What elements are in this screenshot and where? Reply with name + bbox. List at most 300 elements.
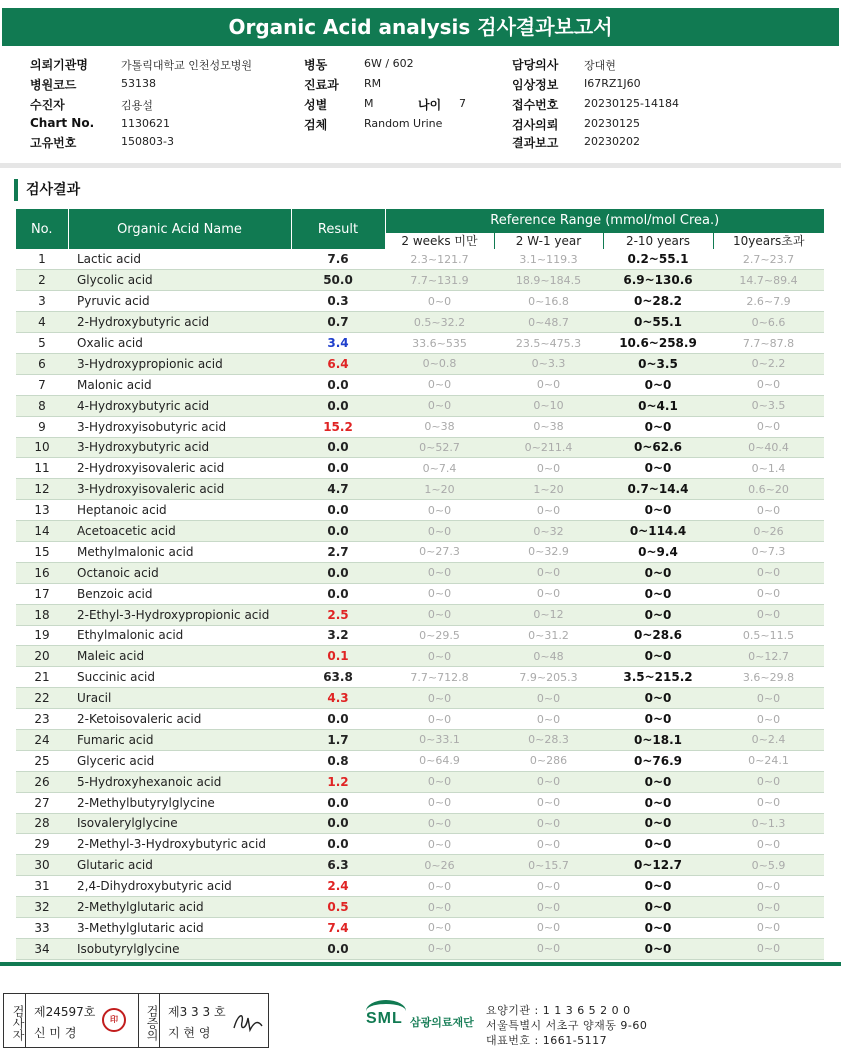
ref-2w-1year: 23.5~475.3 xyxy=(494,333,603,354)
table-row xyxy=(16,458,824,479)
acid-name: Glutaric acid xyxy=(68,855,291,876)
info-label: 임상정보 xyxy=(512,78,559,92)
result-value: 4.3 xyxy=(291,688,385,709)
table-row xyxy=(16,291,824,312)
ref-2-10years: 0~114.4 xyxy=(603,521,713,542)
patient-info xyxy=(0,54,841,154)
ref-2weeks: 0~0 xyxy=(385,395,494,416)
acid-name: Glyceric acid xyxy=(68,750,291,771)
result-value: 0.7 xyxy=(291,312,385,333)
row-number: 1 xyxy=(16,249,68,270)
ref-10years-plus: 0~40.4 xyxy=(713,437,824,458)
header-name: Organic Acid Name xyxy=(68,209,291,249)
lab-phone: 대표번호 : 1661-5117 xyxy=(486,1034,608,1047)
ref-10years-plus: 0.5~11.5 xyxy=(713,625,824,646)
sub-header xyxy=(494,231,603,249)
examiner-code: 제24597호 xyxy=(34,1005,96,1019)
logo-text: SML xyxy=(366,1010,403,1027)
ref-2-10years: 0~0 xyxy=(603,897,713,918)
table-row xyxy=(16,918,824,939)
row-number: 19 xyxy=(16,625,68,646)
header-no: No. xyxy=(16,209,68,249)
acid-name: Fumaric acid xyxy=(68,729,291,750)
ref-2w-1year: 0~0 xyxy=(494,500,603,521)
acid-name: 3-Hydroxypropionic acid xyxy=(68,353,291,374)
ref-2w-1year: 0~0 xyxy=(494,458,603,479)
ref-10years-plus: 7.7~87.8 xyxy=(713,333,824,354)
ref-10years-plus: 2.6~7.9 xyxy=(713,291,824,312)
result-value: 0.0 xyxy=(291,395,385,416)
examiner-name: 신 미 경 xyxy=(34,1026,77,1040)
ref-2weeks: 0~0 xyxy=(385,562,494,583)
acid-name: Octanoic acid xyxy=(68,562,291,583)
ref-10years-plus: 0~0 xyxy=(713,562,824,583)
row-number: 15 xyxy=(16,541,68,562)
info-label: Chart No. xyxy=(30,116,95,130)
acid-name: Methylmalonic acid xyxy=(68,541,291,562)
ref-2-10years: 0~28.6 xyxy=(603,625,713,646)
info-label: 고유번호 xyxy=(30,136,77,150)
ref-2w-1year: 3.1~119.3 xyxy=(494,249,603,270)
ref-2-10years: 0~9.4 xyxy=(603,541,713,562)
table-row xyxy=(16,625,824,646)
ref-2weeks: 0~0 xyxy=(385,876,494,897)
ref-2-10years: 0~0 xyxy=(603,876,713,897)
lab-name: 삼광의료재단 xyxy=(410,1016,474,1029)
ref-10years-plus: 0~0 xyxy=(713,834,824,855)
table-row xyxy=(16,813,824,834)
acid-name: 3-Hydroxyisovaleric acid xyxy=(68,479,291,500)
ref-10years-plus: 0~24.1 xyxy=(713,750,824,771)
table-row xyxy=(16,750,824,771)
ref-2-10years: 0~0 xyxy=(603,500,713,521)
ref-2-10years: 0~0 xyxy=(603,416,713,437)
sub-header-label: 10years초과 xyxy=(714,233,825,249)
ref-2weeks: 0~0 xyxy=(385,813,494,834)
info-label: 접수번호 xyxy=(512,98,559,112)
acid-name: 2-Ethyl-3-Hydroxypropionic acid xyxy=(68,604,291,625)
ref-10years-plus: 0~0 xyxy=(713,876,824,897)
table-row xyxy=(16,416,824,437)
row-number: 14 xyxy=(16,521,68,542)
ref-2-10years: 0.7~14.4 xyxy=(603,479,713,500)
acid-name: 3-Hydroxybutyric acid xyxy=(68,437,291,458)
info-value: 가톨릭대학교 인천성모병원 xyxy=(121,59,253,72)
sub-header-label: 2 weeks 미만 xyxy=(386,233,494,249)
ref-2weeks: 1~20 xyxy=(385,479,494,500)
sub-header xyxy=(713,231,824,249)
acid-name: Heptanoic acid xyxy=(68,500,291,521)
report-title: Organic Acid analysis 검사결과보고서 xyxy=(2,8,839,46)
ref-2w-1year: 0~48 xyxy=(494,646,603,667)
row-number: 12 xyxy=(16,479,68,500)
table-row xyxy=(16,395,824,416)
ref-2-10years: 0~18.1 xyxy=(603,729,713,750)
acid-name: 2-Methylbutyrylglycine xyxy=(68,792,291,813)
lab-address: 서울특별시 서초구 양재동 9-60 xyxy=(486,1019,648,1032)
table-row xyxy=(16,562,824,583)
result-value: 0.0 xyxy=(291,521,385,542)
ref-2-10years: 0~0 xyxy=(603,792,713,813)
sub-header xyxy=(603,231,713,249)
ref-2-10years: 0~0 xyxy=(603,688,713,709)
ref-2weeks: 0~29.5 xyxy=(385,625,494,646)
row-number: 9 xyxy=(16,416,68,437)
table-row xyxy=(16,541,824,562)
ref-2weeks: 0~0 xyxy=(385,709,494,730)
ref-2-10years: 6.9~130.6 xyxy=(603,270,713,291)
row-number: 7 xyxy=(16,374,68,395)
result-value: 0.0 xyxy=(291,834,385,855)
result-value: 6.4 xyxy=(291,353,385,374)
table-row xyxy=(16,792,824,813)
result-value: 2.4 xyxy=(291,876,385,897)
ref-10years-plus: 0~0 xyxy=(713,583,824,604)
ref-2-10years: 0.2~55.1 xyxy=(603,249,713,270)
acid-name: Uracil xyxy=(68,688,291,709)
ref-10years-plus: 0~12.7 xyxy=(713,646,824,667)
ref-2weeks: 0~0 xyxy=(385,792,494,813)
acid-name: Malonic acid xyxy=(68,374,291,395)
ref-10years-plus: 0.6~20 xyxy=(713,479,824,500)
ref-2weeks: 0~0 xyxy=(385,938,494,959)
ref-2-10years: 0~62.6 xyxy=(603,437,713,458)
ref-2w-1year: 18.9~184.5 xyxy=(494,270,603,291)
red-seal-icon: 印 xyxy=(102,1008,126,1032)
acid-name: 5-Hydroxyhexanoic acid xyxy=(68,771,291,792)
header-result: Result xyxy=(291,209,385,249)
ref-2-10years: 0~0 xyxy=(603,374,713,395)
ref-2-10years: 0~0 xyxy=(603,938,713,959)
ref-10years-plus: 0~0 xyxy=(713,938,824,959)
ref-10years-plus: 2.7~23.7 xyxy=(713,249,824,270)
acid-name: Succinic acid xyxy=(68,667,291,688)
row-number: 21 xyxy=(16,667,68,688)
ref-2w-1year: 0~0 xyxy=(494,374,603,395)
ref-2weeks: 0.5~32.2 xyxy=(385,312,494,333)
ref-10years-plus: 3.6~29.8 xyxy=(713,667,824,688)
acid-name: 2-Ketoisovaleric acid xyxy=(68,709,291,730)
row-number: 11 xyxy=(16,458,68,479)
row-number: 13 xyxy=(16,500,68,521)
lab-registration: 요양기관 : 1 1 3 6 5 2 0 0 xyxy=(486,1004,631,1017)
ref-2weeks: 0~0 xyxy=(385,834,494,855)
ref-2w-1year: 0~0 xyxy=(494,897,603,918)
row-number: 16 xyxy=(16,562,68,583)
ref-2weeks: 0~64.9 xyxy=(385,750,494,771)
table-row xyxy=(16,500,824,521)
result-table xyxy=(16,209,824,960)
acid-name: 2-Hydroxybutyric acid xyxy=(68,312,291,333)
row-number: 10 xyxy=(16,437,68,458)
info-value: 6W / 602 xyxy=(364,57,414,70)
ref-10years-plus: 0~7.3 xyxy=(713,541,824,562)
signature-icon xyxy=(230,1008,264,1036)
acid-name: Glycolic acid xyxy=(68,270,291,291)
row-number: 17 xyxy=(16,583,68,604)
ref-2-10years: 0~0 xyxy=(603,458,713,479)
info-value: 20230125-14184 xyxy=(584,97,679,110)
row-number: 2 xyxy=(16,270,68,291)
ref-2w-1year: 0~0 xyxy=(494,813,603,834)
row-number: 29 xyxy=(16,834,68,855)
ref-2-10years: 0~76.9 xyxy=(603,750,713,771)
result-value: 1.7 xyxy=(291,729,385,750)
ref-2w-1year: 0~31.2 xyxy=(494,625,603,646)
ref-2weeks: 0~52.7 xyxy=(385,437,494,458)
ref-2w-1year: 0~0 xyxy=(494,771,603,792)
info-value: Random Urine xyxy=(364,117,443,130)
ref-2-10years: 0~0 xyxy=(603,583,713,604)
info-value: 53138 xyxy=(121,77,156,90)
age-value: 7 xyxy=(459,97,466,110)
acid-name: 4-Hydroxybutyric acid xyxy=(68,395,291,416)
info-label: 진료과 xyxy=(304,78,339,92)
table-row xyxy=(16,312,824,333)
ref-2weeks: 0~0 xyxy=(385,500,494,521)
row-number: 34 xyxy=(16,938,68,959)
ref-2w-1year: 0~286 xyxy=(494,750,603,771)
ref-10years-plus: 0~1.3 xyxy=(713,813,824,834)
ref-2w-1year: 0~0 xyxy=(494,562,603,583)
ref-2w-1year: 0~28.3 xyxy=(494,729,603,750)
result-value: 7.4 xyxy=(291,918,385,939)
info-label: 성별 xyxy=(304,98,328,112)
row-number: 8 xyxy=(16,395,68,416)
ref-2weeks: 0~0 xyxy=(385,918,494,939)
table-row xyxy=(16,249,824,270)
ref-10years-plus: 0~0 xyxy=(713,604,824,625)
row-number: 31 xyxy=(16,876,68,897)
info-label: 병동 xyxy=(304,58,328,72)
table-row xyxy=(16,270,824,291)
ref-2-10years: 0~0 xyxy=(603,771,713,792)
result-value: 2.7 xyxy=(291,541,385,562)
acid-name: Ethylmalonic acid xyxy=(68,625,291,646)
ref-2weeks: 7.7~131.9 xyxy=(385,270,494,291)
ref-2-10years: 0~0 xyxy=(603,562,713,583)
table-row xyxy=(16,667,824,688)
row-number: 5 xyxy=(16,333,68,354)
table-row xyxy=(16,479,824,500)
result-value: 0.0 xyxy=(291,562,385,583)
table-row xyxy=(16,938,824,959)
row-number: 6 xyxy=(16,353,68,374)
ref-2w-1year: 0~16.8 xyxy=(494,291,603,312)
table-row xyxy=(16,437,824,458)
ref-2w-1year: 7.9~205.3 xyxy=(494,667,603,688)
ref-10years-plus: 0~0 xyxy=(713,897,824,918)
row-number: 4 xyxy=(16,312,68,333)
ref-2weeks: 0~26 xyxy=(385,855,494,876)
row-number: 27 xyxy=(16,792,68,813)
ref-2-10years: 0~55.1 xyxy=(603,312,713,333)
ref-2w-1year: 0~0 xyxy=(494,834,603,855)
result-value: 0.0 xyxy=(291,709,385,730)
ref-2w-1year: 0~211.4 xyxy=(494,437,603,458)
result-value: 0.3 xyxy=(291,291,385,312)
ref-2-10years: 0~0 xyxy=(603,646,713,667)
result-value: 0.8 xyxy=(291,750,385,771)
result-value: 0.5 xyxy=(291,897,385,918)
result-value: 0.0 xyxy=(291,500,385,521)
result-value: 15.2 xyxy=(291,416,385,437)
ref-2w-1year: 0~48.7 xyxy=(494,312,603,333)
acid-name: 2-Hydroxyisovaleric acid xyxy=(68,458,291,479)
result-value: 4.7 xyxy=(291,479,385,500)
ref-2-10years: 0~0 xyxy=(603,918,713,939)
lab-logo xyxy=(366,1000,486,1040)
ref-2w-1year: 0~38 xyxy=(494,416,603,437)
ref-10years-plus: 0~0 xyxy=(713,709,824,730)
ref-2w-1year: 0~0 xyxy=(494,938,603,959)
ref-2weeks: 0~0 xyxy=(385,604,494,625)
sub-header-label: 2-10 years xyxy=(604,233,713,249)
acid-name: 3-Hydroxyisobutyric acid xyxy=(68,416,291,437)
result-value: 0.0 xyxy=(291,792,385,813)
ref-2weeks: 33.6~535 xyxy=(385,333,494,354)
acid-name: 2,4-Dihydroxybutyric acid xyxy=(68,876,291,897)
signature-box xyxy=(3,993,269,1048)
acid-name: Pyruvic acid xyxy=(68,291,291,312)
table-row xyxy=(16,353,824,374)
ref-2weeks: 7.7~712.8 xyxy=(385,667,494,688)
table-row xyxy=(16,834,824,855)
acid-name: Acetoacetic acid xyxy=(68,521,291,542)
ref-10years-plus: 0~0 xyxy=(713,374,824,395)
ref-10years-plus: 0~0 xyxy=(713,918,824,939)
age-label: 나이 xyxy=(418,98,442,112)
ref-10years-plus: 0~0 xyxy=(713,416,824,437)
ref-2-10years: 0~0 xyxy=(603,834,713,855)
ref-2w-1year: 0~0 xyxy=(494,709,603,730)
result-value: 2.5 xyxy=(291,604,385,625)
row-number: 23 xyxy=(16,709,68,730)
info-value: 20230125 xyxy=(584,117,640,130)
row-number: 28 xyxy=(16,813,68,834)
table-row xyxy=(16,729,824,750)
table-row xyxy=(16,374,824,395)
ref-2weeks: 0~0 xyxy=(385,291,494,312)
result-value: 0.0 xyxy=(291,583,385,604)
ref-10years-plus: 0~3.5 xyxy=(713,395,824,416)
row-number: 32 xyxy=(16,897,68,918)
ref-2-10years: 0~12.7 xyxy=(603,855,713,876)
ref-2weeks: 2.3~121.7 xyxy=(385,249,494,270)
ref-2w-1year: 0~0 xyxy=(494,583,603,604)
ref-2weeks: 0~0 xyxy=(385,521,494,542)
ref-2weeks: 0~0.8 xyxy=(385,353,494,374)
sub-header xyxy=(385,231,494,249)
ref-2weeks: 0~0 xyxy=(385,646,494,667)
ref-10years-plus: 0~26 xyxy=(713,521,824,542)
info-label: 검사의뢰 xyxy=(512,118,559,132)
table-row xyxy=(16,688,824,709)
ref-2weeks: 0~0 xyxy=(385,771,494,792)
ref-2w-1year: 0~0 xyxy=(494,688,603,709)
result-value: 0.0 xyxy=(291,938,385,959)
ref-2w-1year: 0~12 xyxy=(494,604,603,625)
ref-2weeks: 0~38 xyxy=(385,416,494,437)
acid-name: Benzoic acid xyxy=(68,583,291,604)
ref-2w-1year: 0~0 xyxy=(494,792,603,813)
ref-2w-1year: 0~0 xyxy=(494,918,603,939)
result-value: 50.0 xyxy=(291,270,385,291)
info-label: 수진자 xyxy=(30,98,65,112)
ref-2-10years: 0~28.2 xyxy=(603,291,713,312)
table-row xyxy=(16,876,824,897)
verifier-label: 검증의 xyxy=(138,994,160,1047)
info-label: 결과보고 xyxy=(512,136,559,150)
row-number: 22 xyxy=(16,688,68,709)
ref-10years-plus: 0~1.4 xyxy=(713,458,824,479)
acid-name: Oxalic acid xyxy=(68,333,291,354)
result-value: 0.0 xyxy=(291,813,385,834)
info-value: 김용설 xyxy=(121,99,153,112)
acid-name: Maleic acid xyxy=(68,646,291,667)
acid-name: 2-Methylglutaric acid xyxy=(68,897,291,918)
row-number: 18 xyxy=(16,604,68,625)
ref-2weeks: 0~27.3 xyxy=(385,541,494,562)
table-row xyxy=(16,646,824,667)
info-label: 담당의사 xyxy=(512,58,559,72)
row-number: 3 xyxy=(16,291,68,312)
footer-divider xyxy=(0,962,841,966)
section-title: 검사결과 xyxy=(14,179,80,201)
ref-2-10years: 3.5~215.2 xyxy=(603,667,713,688)
table-row xyxy=(16,583,824,604)
ref-2w-1year: 0~15.7 xyxy=(494,855,603,876)
result-value: 3.4 xyxy=(291,333,385,354)
acid-name: Lactic acid xyxy=(68,249,291,270)
ref-10years-plus: 0~2.2 xyxy=(713,353,824,374)
result-value: 63.8 xyxy=(291,667,385,688)
table-row xyxy=(16,771,824,792)
ref-10years-plus: 0~0 xyxy=(713,688,824,709)
result-value: 1.2 xyxy=(291,771,385,792)
ref-10years-plus: 0~0 xyxy=(713,771,824,792)
result-value: 6.3 xyxy=(291,855,385,876)
table-row xyxy=(16,604,824,625)
ref-2-10years: 0~0 xyxy=(603,604,713,625)
info-value: 150803-3 xyxy=(121,135,174,148)
info-value: 장대현 xyxy=(584,59,616,72)
table-row xyxy=(16,521,824,542)
sub-header-label: 2 W-1 year xyxy=(495,233,603,249)
info-label: 병원코드 xyxy=(30,78,77,92)
info-value: M xyxy=(364,97,374,110)
ref-2-10years: 0~3.5 xyxy=(603,353,713,374)
divider xyxy=(0,163,841,168)
row-number: 33 xyxy=(16,918,68,939)
ref-2-10years: 10.6~258.9 xyxy=(603,333,713,354)
result-value: 3.2 xyxy=(291,625,385,646)
ref-10years-plus: 0~5.9 xyxy=(713,855,824,876)
result-value: 0.0 xyxy=(291,374,385,395)
row-number: 20 xyxy=(16,646,68,667)
ref-10years-plus: 0~0 xyxy=(713,500,824,521)
row-number: 25 xyxy=(16,750,68,771)
acid-name: Isobutyrylglycine xyxy=(68,938,291,959)
row-number: 26 xyxy=(16,771,68,792)
info-value: RM xyxy=(364,77,382,90)
table-row xyxy=(16,333,824,354)
ref-2-10years: 0~0 xyxy=(603,709,713,730)
ref-2weeks: 0~7.4 xyxy=(385,458,494,479)
info-label: 검체 xyxy=(304,118,328,132)
acid-name: 2-Methyl-3-Hydroxybutyric acid xyxy=(68,834,291,855)
ref-10years-plus: 14.7~89.4 xyxy=(713,270,824,291)
